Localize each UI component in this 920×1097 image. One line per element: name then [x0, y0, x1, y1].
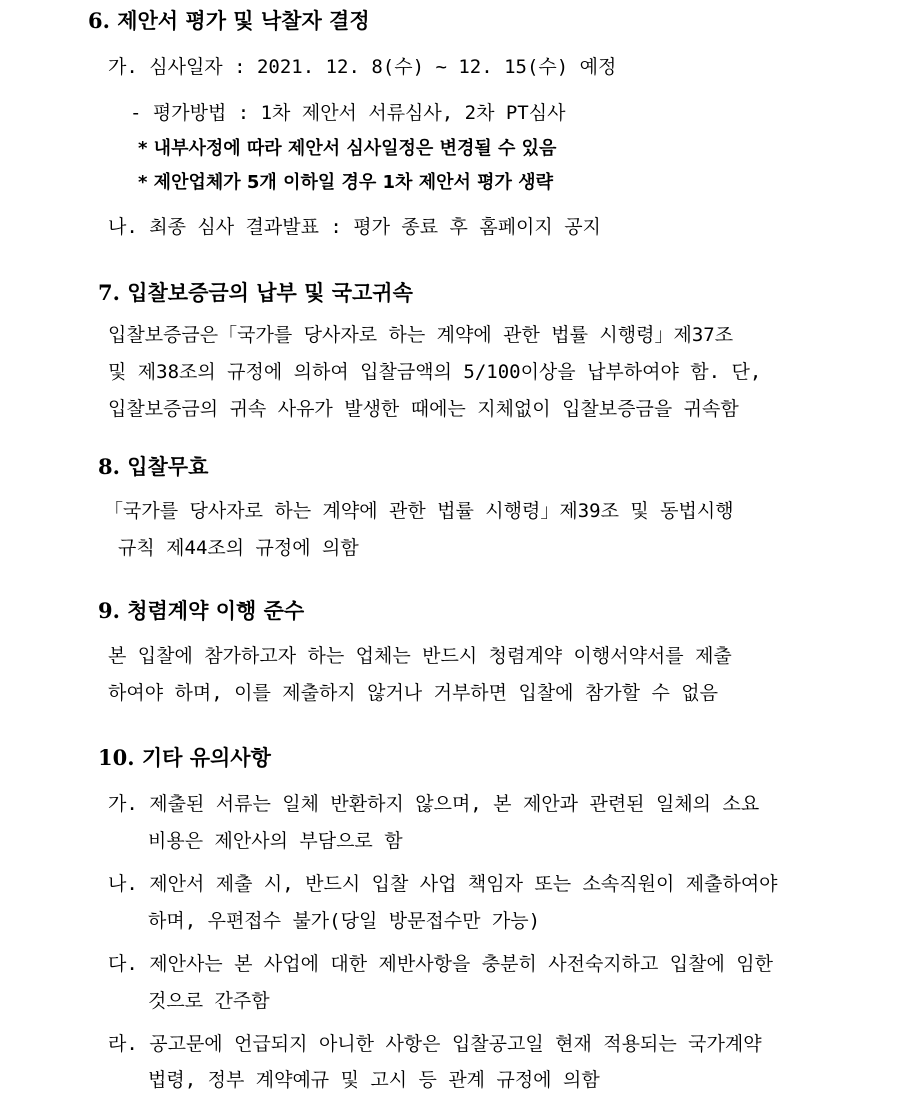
section-8-paragraph-line-2: 규칙 제44조의 규정에 의함 [118, 537, 359, 559]
section-10-item-na-line-1: 나. 제안서 제출 시, 반드시 입찰 사업 책임자 또는 소속직원이 제출하여야 [108, 873, 778, 895]
section-10-item-ra-line-2: 법령, 정부 계약예규 및 고시 등 관계 규정에 의함 [148, 1069, 600, 1091]
section-8-heading: 8. 입찰무효 [98, 454, 209, 479]
section-9-heading: 9. 청렴계약 이행 준수 [98, 598, 305, 623]
section-6-evaluation-method: - 평가방법 : 1차 제안서 서류심사, 2차 PT심사 [130, 102, 566, 124]
section-7-paragraph-line-3: 입찰보증금의 귀속 사유가 발생한 때에는 지체없이 입찰보증금을 귀속함 [108, 398, 739, 420]
section-10-item-da-line-1: 다. 제안사는 본 사업에 대한 제반사항을 충분히 사전숙지하고 입찰에 임한 [108, 953, 774, 975]
section-10-item-ga-line-1: 가. 제출된 서류는 일체 반환하지 않으며, 본 제안과 관련된 일체의 소요 [108, 793, 760, 815]
section-7-paragraph-line-2: 및 제38조의 규정에 의하여 입찰금액의 5/100이상을 납부하여야 함. 단, [108, 361, 762, 383]
section-6-item-ga: 가. 심사일자 : 2021. 12. 8(수) ~ 12. 15(수) 예정 [108, 56, 617, 78]
section-6-note-2: * 제안업체가 5개 이하일 경우 1차 제안서 평가 생략 [138, 172, 553, 193]
section-10-item-ra-line-1: 라. 공고문에 언급되지 아니한 사항은 입찰공고일 현재 적용되는 국가계약 [108, 1033, 762, 1055]
section-10-item-da-line-2: 것으로 간주함 [148, 990, 270, 1012]
section-9-paragraph-line-1: 본 입찰에 참가하고자 하는 업체는 반드시 청렴계약 이행서약서를 제출 [108, 645, 732, 667]
section-10-heading: 10. 기타 유의사항 [98, 745, 271, 770]
section-7-heading: 7. 입찰보증금의 납부 및 국고귀속 [98, 280, 413, 305]
section-6-item-na: 나. 최종 심사 결과발표 : 평가 종료 후 홈페이지 공지 [108, 216, 601, 238]
section-8-paragraph-line-1: 「국가를 당사자로 하는 계약에 관한 법률 시행령」제39조 및 동법시행 [104, 500, 734, 522]
section-7-paragraph-line-1: 입찰보증금은「국가를 당사자로 하는 계약에 관한 법률 시행령」제37조 [108, 324, 734, 346]
section-6-heading: 6. 제안서 평가 및 낙찰자 결정 [88, 8, 370, 33]
section-10-item-na-line-2: 하며, 우편접수 불가(당일 방문접수만 가능) [148, 910, 541, 932]
section-6-note-1: * 내부사정에 따라 제안서 심사일정은 변경될 수 있음 [138, 138, 557, 159]
section-9-paragraph-line-2: 하여야 하며, 이를 제출하지 않거나 거부하면 입찰에 참가할 수 없음 [108, 682, 718, 704]
section-10-item-ga-line-2: 비용은 제안사의 부담으로 함 [148, 830, 403, 852]
